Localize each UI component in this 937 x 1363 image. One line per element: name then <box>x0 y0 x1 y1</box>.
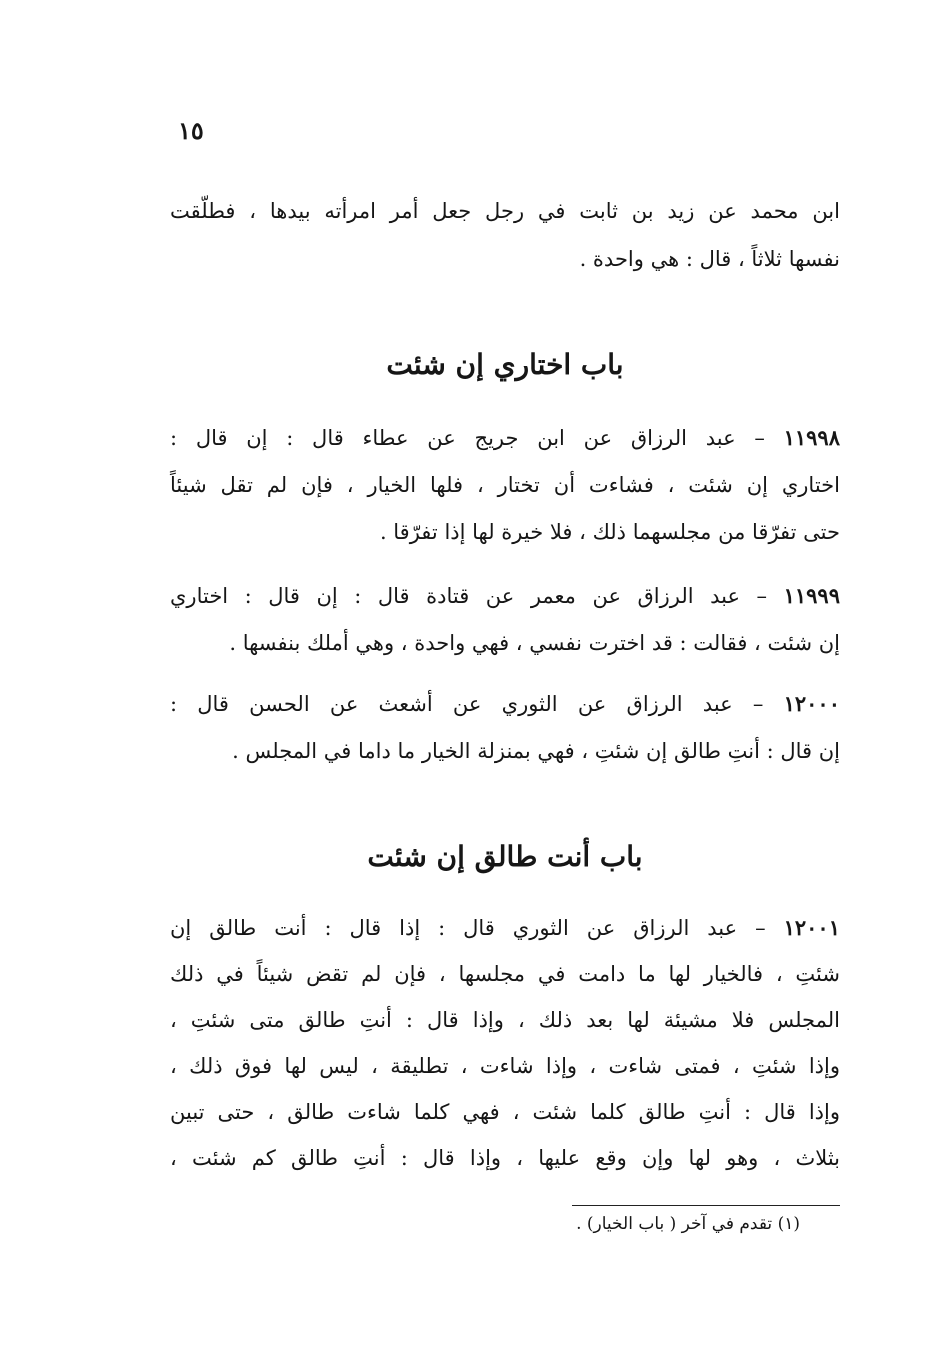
page-number: ١٥ <box>178 116 204 145</box>
section-title: باب أنت طالق إن شئت <box>367 840 643 873</box>
hadith-entry <box>170 910 840 1176</box>
text-line <box>170 686 840 722</box>
hadith-number: ١٢٠٠٠ <box>783 691 840 716</box>
hadith-entry <box>170 578 840 661</box>
hadith-text: – عبد الرزاق عن الثوري قال : إذا قال : أنت طالق إن <box>170 916 766 940</box>
text-line: المجلس فلا مشيئة لها بعد ذلك ، وإذا قال : أنتِ طالق متى شئتِ ، <box>170 1008 840 1032</box>
text-line: شئتِ ، فالخيار لها ما دامت في مجلسها ، فإن لم تقض شيئاً في ذلك <box>170 962 840 986</box>
hadith-number: ١١٩٩٨ <box>783 425 840 450</box>
hadith-number: ١٢٠٠١ <box>783 915 840 940</box>
text-line: ابن محمد عن زيد بن ثابت في رجل جعل أمر امرأته بيدها ، فطلّقت <box>170 199 840 223</box>
hadith-text: – عبد الرزاق عن ابن جريج عن عطاء قال : إن قال : <box>170 426 765 450</box>
text-line: إن شئت ، فقالت : قد اخترت نفسي ، فهي واحدة ، وهي أملك بنفسها . <box>229 631 840 655</box>
text-line <box>170 910 840 946</box>
text-line: حتى تفرّقا من مجلسهما ذلك ، فلا خيرة لها إذا تفرّقا . <box>379 520 840 544</box>
footnote-divider <box>572 1205 840 1206</box>
hadith-text: – عبد الرزاق عن الثوري عن أشعث عن الحسن قال : <box>170 692 764 716</box>
section-title: باب اختاري إن شئت <box>386 348 624 381</box>
text-line: اختاري إن شئت ، فشاءت أن تختار ، فلها الخيار ، فإن لم تقل شيئاً <box>170 473 840 497</box>
footnote: (١) تقدم في آخر ( باب الخيار) . <box>576 1214 800 1234</box>
text-line: إن قال : أنتِ طالق إن شئتِ ، فهي بمنزلة الخيار ما داما في المجلس . <box>232 739 840 763</box>
hadith-entry <box>170 420 840 550</box>
hadith-number: ١١٩٩٩ <box>783 583 840 608</box>
text-line <box>170 420 840 456</box>
text-line <box>170 578 840 614</box>
text-line: بثلاث ، وهو لها وإن وقع عليها ، وإذا قال : أنتِ طالق كم شئت ، <box>170 1146 840 1170</box>
text-line: وإذا شئتِ ، فمتى شاءت ، وإذا شاءت ، تطليقة ، ليس لها فوق ذلك ، <box>170 1054 840 1078</box>
hadith-entry <box>170 686 840 769</box>
hadith-text: – عبد الرزاق عن معمر عن قتادة قال : إن قال : اختاري <box>170 584 768 608</box>
text-line: وإذا قال : أنتِ طالق كلما شئت ، فهي كلما شاءت طالق ، حتى تبين <box>170 1100 840 1124</box>
continuation-paragraph <box>170 193 840 277</box>
text-line: نفسها ثلاثاً ، قال : هي واحدة . <box>579 247 840 271</box>
